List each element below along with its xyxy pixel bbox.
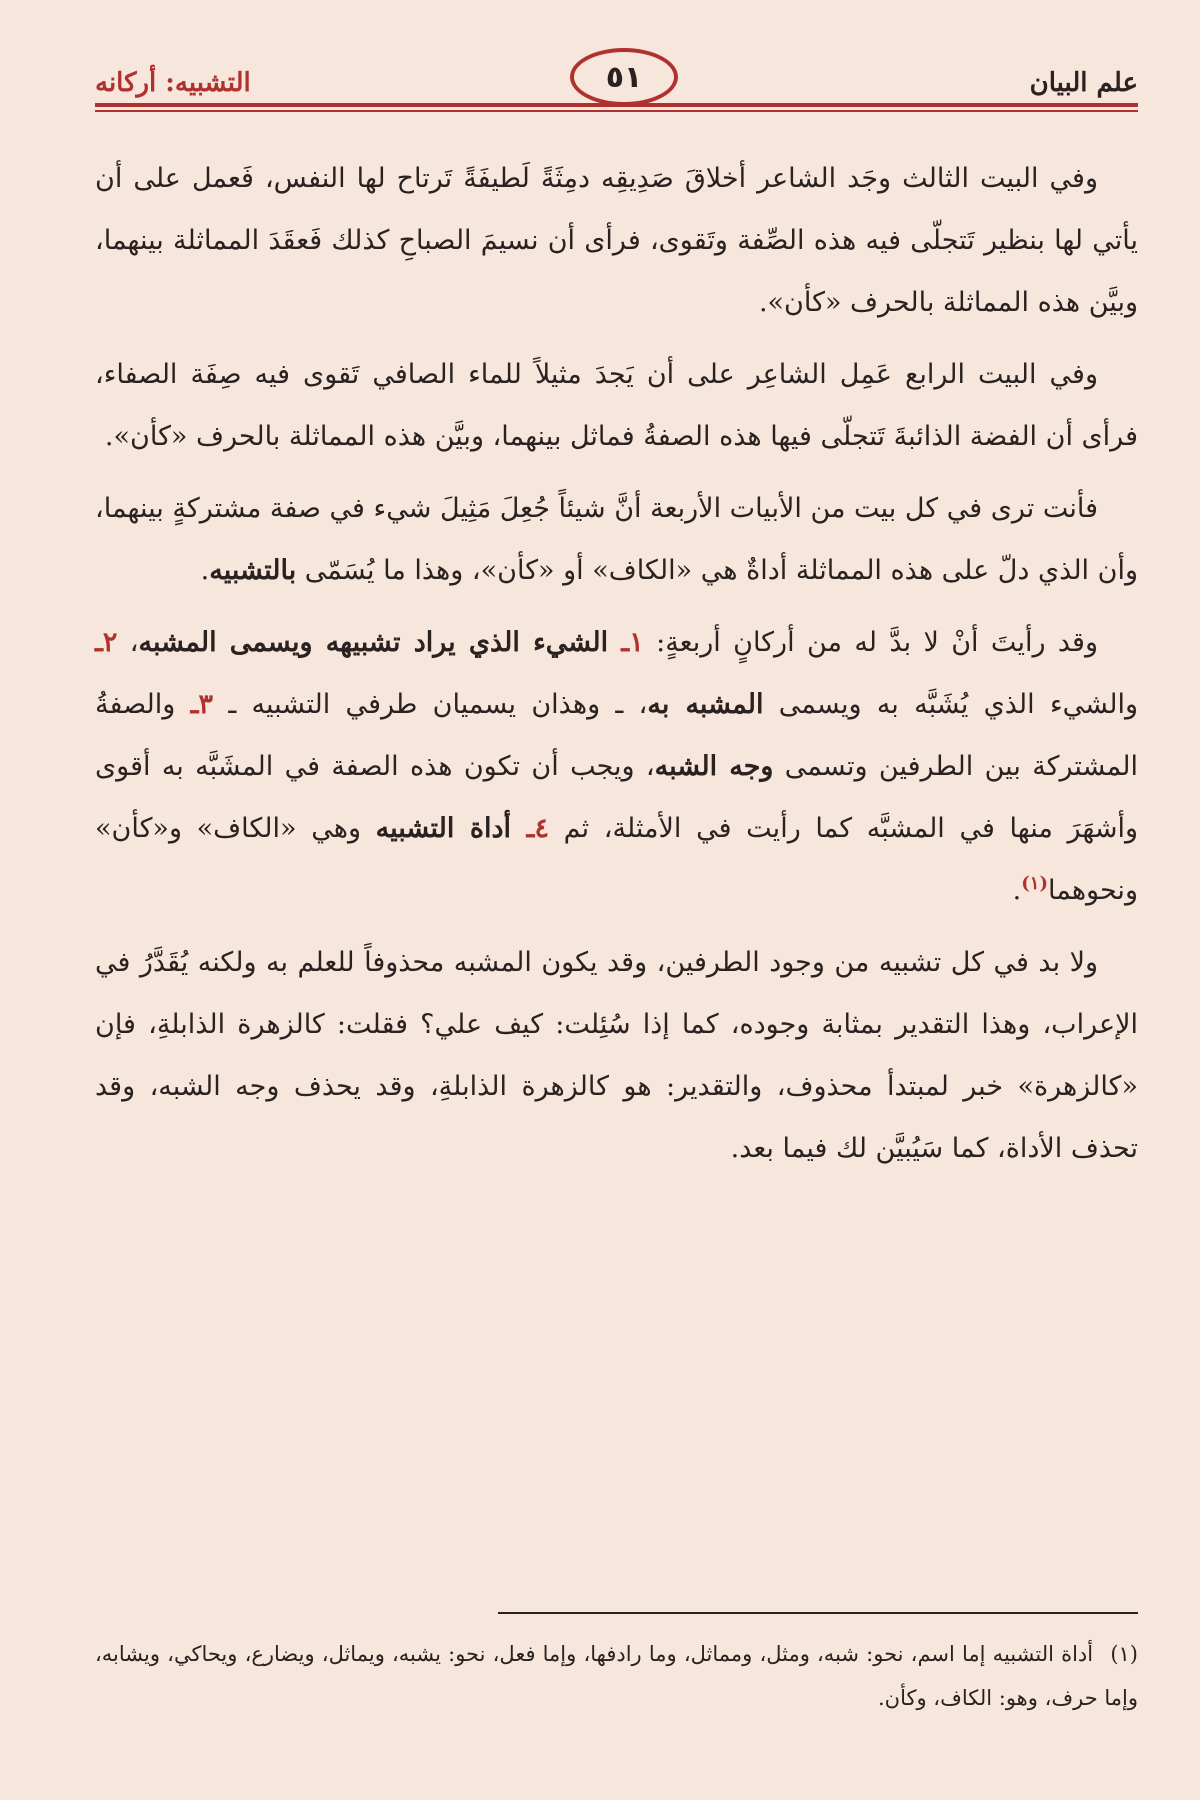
pillar-number-4: ٤ـ <box>526 813 549 844</box>
pillar-number-1: ١ـ <box>621 627 644 658</box>
text-run: وقد رأيتَ أنْ لا بدَّ له من أركانٍ أربعةٍ: <box>643 627 1098 658</box>
footnote-reference[interactable]: (١) <box>1021 873 1048 894</box>
text-run: ، ويجب أن تكون هذه الصفة في المشَبَّه به أقوى وأشهَرَ منها في المشبَّه كما رأيت في الأمثلة، ثم <box>95 751 1138 844</box>
paragraph-omission: ولا بد في كل تشبيه من وجود الطرفين، وقد يكون المشبه محذوفاً للعلم به ولكنه يُقَدَّرُ في الإعراب، وهذا التقدير بمثابة وجوده، كما إذا سُئِلت: كيف علي؟ فقلت: كالزهرة الذابلةِ، فإن «كالزهرة» خبر لمبتدأ محذوف، والتقدير: هو كالزهرة الذابلةِ، وقد يحذف وجه الشبه، وقد تحذف الأداة، كما سَيُبيَّن لك فيما بعد. <box>95 947 1138 1164</box>
term-mushabbah: المشبه <box>138 627 217 658</box>
footnote-divider <box>498 1612 1138 1614</box>
paragraph-fourth-verse: وفي البيت الرابع عَمِل الشاعِر على أن يَجدَ مثيلاً للماء الصافي تَقوى فيه صِفَة الصفاء، فرأى أن الفضة الذائبةَ تَتجلّى فيها هذه الصفةُ فماثل بينهما، وبيَّن هذه المماثلة بالحرف «كأن». <box>95 359 1138 452</box>
text-run: فأنت ترى في كل بيت من الأبيات الأربعة أنَّ شيئاً جُعِلَ مَثِيلَ شيء في صفة مشتركةٍ بينهما، وأن الذي دلّ على هذه المماثلة أداةٌ هي «الكاف» أو «كأن»، وهذا ما يُسَمّى <box>95 493 1138 586</box>
page-number: ٥١ <box>605 59 643 95</box>
pillar-number-3: ٣ـ <box>190 689 214 720</box>
term-wajh-alshabah: وجه الشبه <box>654 751 774 782</box>
chapter-title: التشبيه: أركانه <box>95 68 251 98</box>
page-number-badge <box>570 48 678 106</box>
term-mushabbah-bih: المشبه به <box>647 689 764 720</box>
footnote-mark: (١) <box>1110 1642 1138 1666</box>
text-run: ، ـ وهذان يسميان طرفي التشبيه ـ <box>213 689 648 720</box>
header-rule-thick <box>95 103 1138 107</box>
term-adat-altashbih: أداة التشبيه <box>375 813 527 844</box>
main-text <box>95 148 1138 1190</box>
text-run: ، <box>117 627 139 658</box>
term-tashbih: بالتشبيه <box>209 555 297 586</box>
text-run-bold: الشيء الذي يراد تشبيهه ويسمى <box>216 627 622 658</box>
text-run: والصفةُ المشتركة بين الطرفين وتسمى <box>95 689 1138 782</box>
text-run: . <box>200 555 210 586</box>
page-header <box>95 42 1138 112</box>
text-run: . <box>1012 875 1022 906</box>
book-section-title: علم البيان <box>1029 68 1138 98</box>
text-run: والشيء الذي يُشَبَّه به ويسمى <box>763 689 1139 720</box>
paragraph-third-verse: وفي البيت الثالث وجَد الشاعر أخلاقَ صَدِيقِه دمِثَةً لَطيفَةً تَرتاح لها النفس، فَعمل على أن يأتي لها بنظير تَتجلّى فيه هذه الصِّفة وتَقوى، فرأى أن نسيمَ الصباحِ كذلك فَعقَدَ المماثلة بينهما، وبيَّن هذه المماثلة بالحرف «كأن». <box>95 163 1138 318</box>
footnote-text: أداة التشبيه إما اسم، نحو: شبه، ومثل، ومماثل، وما رادفها، وإما فعل، نحو: يشبه، ويماثل، ويضارع، ويحاكي، ويشابه، وإما حرف، وهو: الكاف، وكأن. <box>95 1642 1138 1710</box>
pillar-number-2: ٢ـ <box>95 627 118 658</box>
paragraph-pillars <box>95 612 1138 922</box>
footnote <box>95 1632 1138 1720</box>
header-rule-thin <box>95 110 1138 112</box>
text-run: وهي «الكاف» و«كأن» ونحوهما <box>95 813 1138 906</box>
paragraph-definition <box>95 478 1138 602</box>
